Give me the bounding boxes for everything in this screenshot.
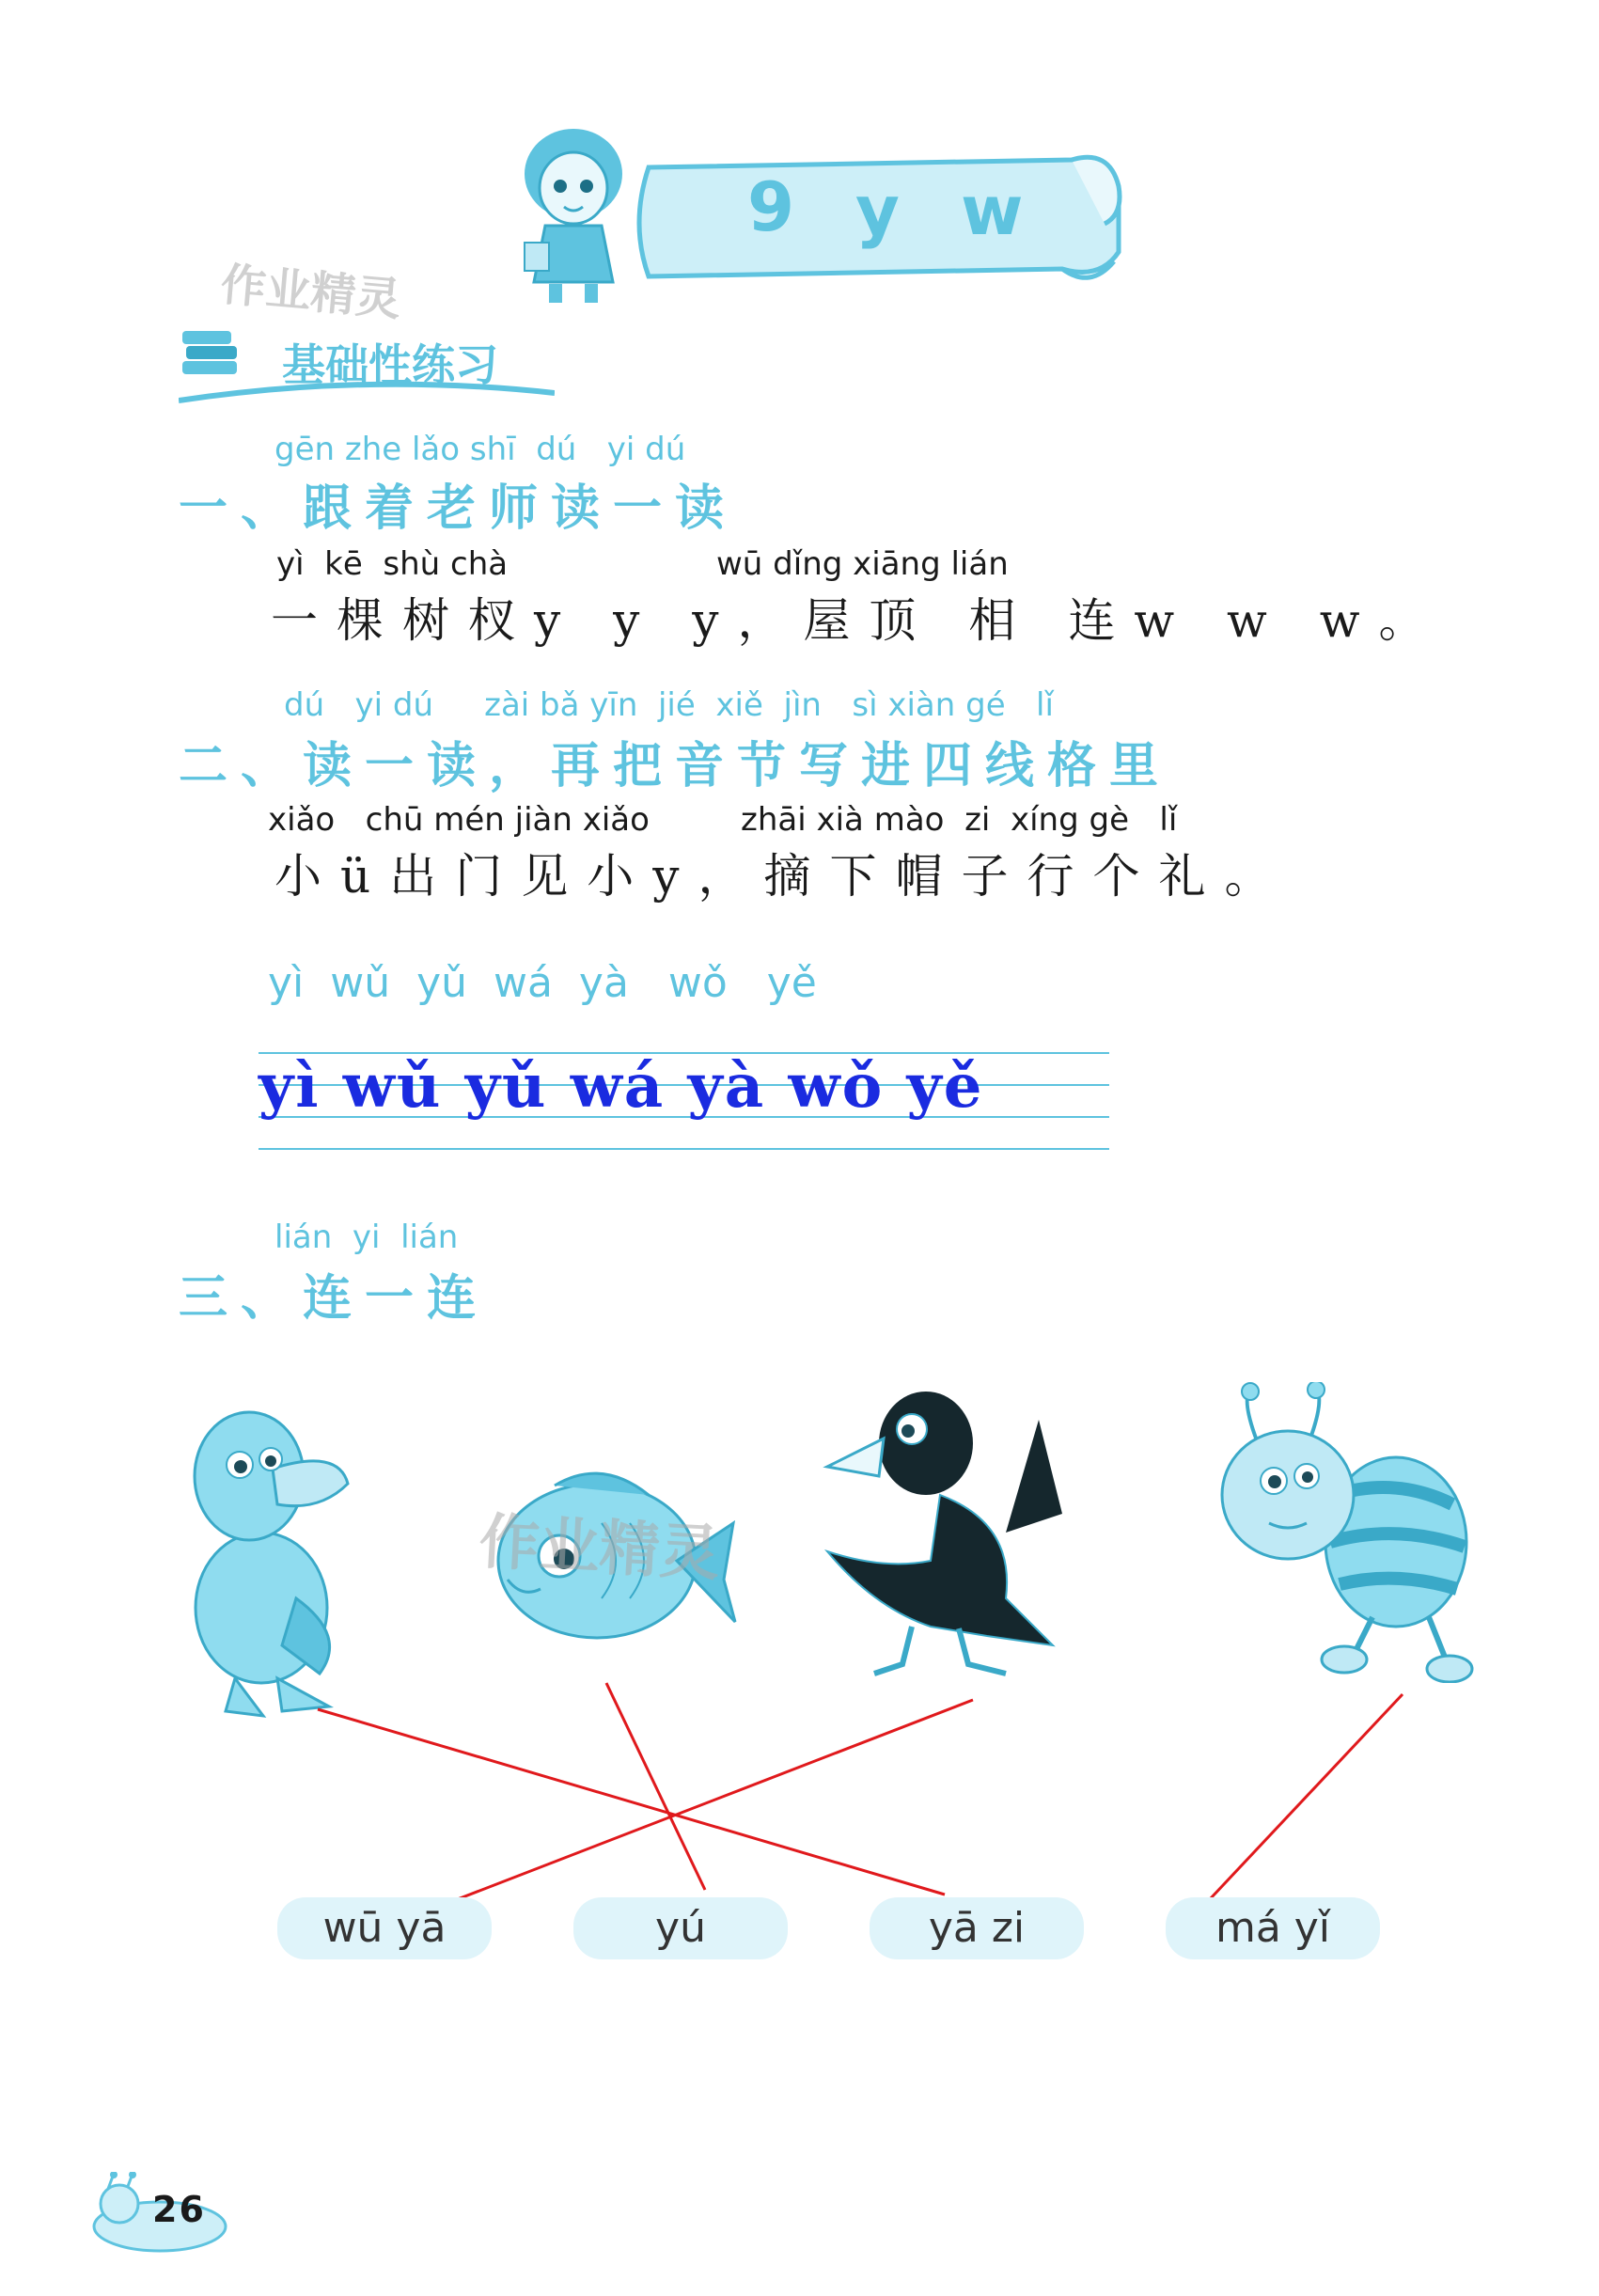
answer-label: yā zi	[928, 1904, 1026, 1952]
q1-line-text: 一棵树杈y y y，屋顶 相 连w w w。	[271, 593, 1445, 648]
page-number: 26	[152, 2189, 206, 2230]
answer-pill-1[interactable]	[277, 1897, 492, 1959]
q1-heading-pinyin: gēn zhe lǎo shī dú yi dú	[274, 431, 686, 468]
handwritten-answer: yì wǔ yǔ wá yà wǒ yě	[259, 1051, 984, 1122]
answer-pill-3[interactable]	[870, 1897, 1084, 1959]
answer-label: wū yā	[322, 1904, 447, 1952]
q3-heading-pinyin: lián yi lián	[274, 1219, 459, 1256]
q2-line-pinyin-b: zhāi xià mào zi xíng gè lǐ	[741, 801, 1178, 839]
q3-heading: 三、连一连	[179, 1270, 490, 1327]
answer-pill-2[interactable]	[573, 1897, 788, 1959]
q1-line-pinyin-b: wū dǐng xiāng lián	[716, 545, 1009, 583]
watermark-mid: 作业精灵	[477, 1507, 722, 1590]
answer-label: má yǐ	[1215, 1904, 1331, 1952]
watermark-top: 作业精灵	[218, 258, 403, 327]
q2-line-text: 小ü出门见小y，摘下帽子行个礼。	[274, 849, 1291, 904]
section-tag: 基础性练习	[282, 339, 498, 390]
q2-syllables: yì wǔ yǔ wá yà wǒ yě	[268, 959, 817, 1007]
q2-line-pinyin-a: xiǎo chū mén jiàn xiǎo	[268, 801, 650, 839]
q1-heading: 一、跟着老师读一读	[179, 480, 738, 537]
lesson-title: y w	[855, 171, 1042, 250]
line-crow-to-wuya	[421, 1700, 973, 1913]
answer-pill-4[interactable]	[1166, 1897, 1380, 1959]
q2-heading: 二、读一读，再把音节写进四线格里	[179, 738, 1172, 794]
line-ant-to-mayi	[1210, 1694, 1403, 1899]
q1-line-pinyin-a: yì kē shù chà	[276, 545, 509, 583]
answer-label: yú	[655, 1904, 706, 1952]
lesson-number: 9	[747, 167, 795, 246]
line-fish-to-yu	[606, 1683, 705, 1890]
q2-heading-pinyin: dú yi dú zài bǎ yīn jié xiě jìn sì xiàn gé lǐ	[284, 686, 1054, 724]
